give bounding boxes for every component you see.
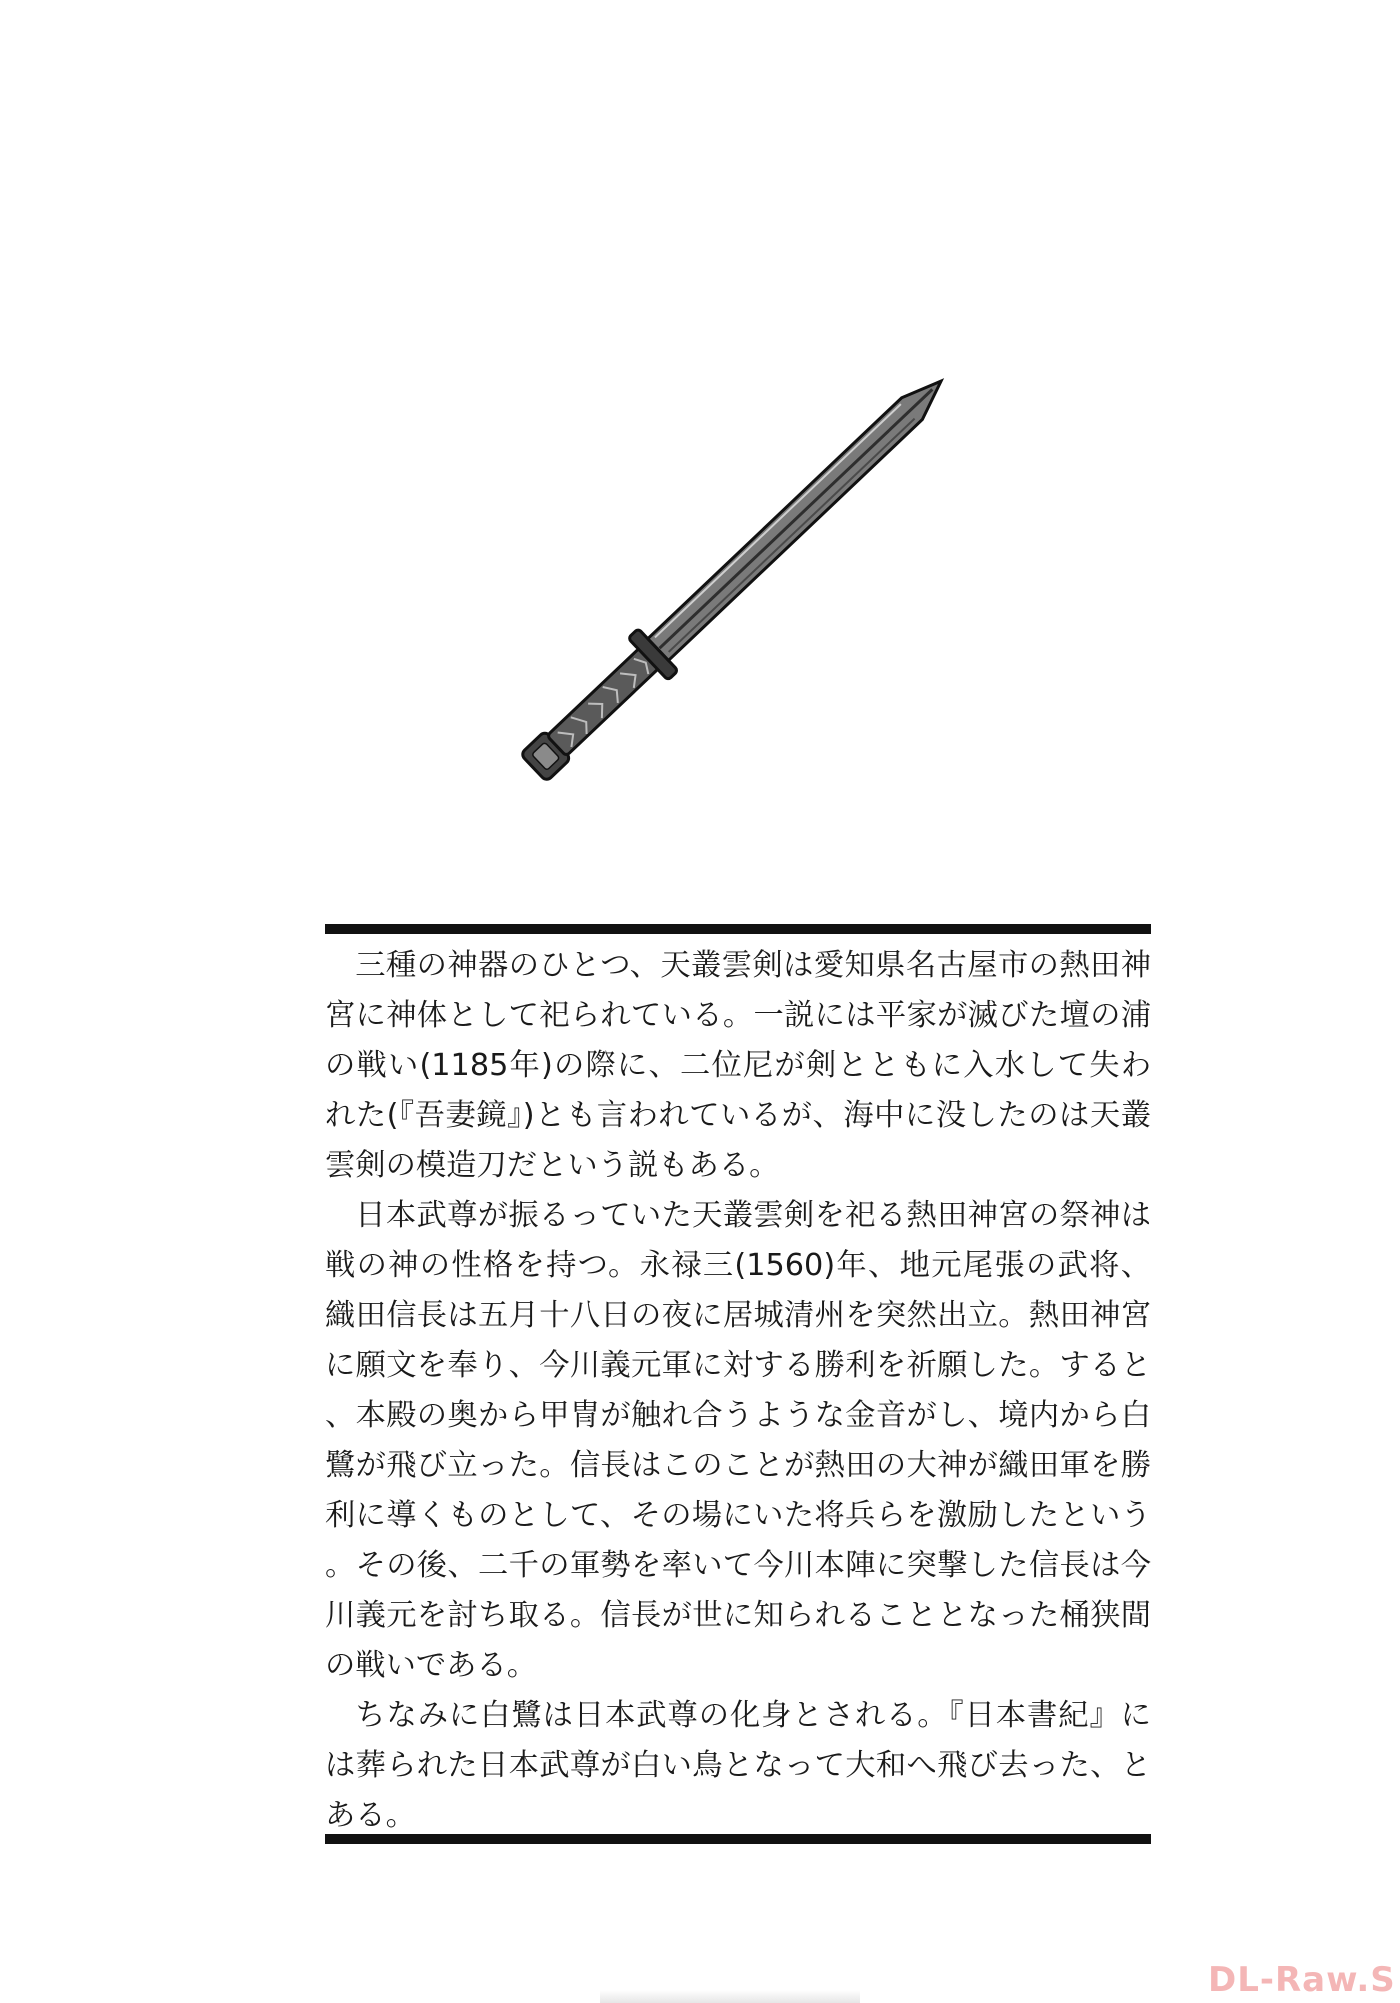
essay-paragraph-2: 日本武尊が振るっていた天叢雲剣を祀る熱田神宮の祭神は戦の神の性格を持つ。永禄三(1560)年、地元尾張の武将、織田信長は五月十八日の夜に居城清州を突然出立。熱田神宮に願文を奉り、今川義元軍に対する勝利を祈願した。すると、本殿の奥から甲冑が触れ合うような金音がし、境内から白鷺が飛び立った。信長はこのことが熱田の大神が織田軍を勝利に導くものとして、その場にいた将兵らを激励したという。その後、二千の軍勢を率いて今川本陣に突撃した信長は今川義元を討ち取る。信長が世に知られることとなった桶狭間の戦いである。 [325, 1198, 1151, 1683]
top-rule [325, 924, 1151, 934]
sword-grip [547, 648, 659, 756]
page-edge-shadow [600, 1990, 860, 2003]
watermark-text: DL-Raw.S [1208, 1960, 1396, 2000]
essay-paragraph-1: 三種の神器のひとつ、天叢雲剣は愛知県名古屋市の熱田神宮に神体として祀られている。一説には平家が滅びた壇の浦の戦い(1185年)の際に、二位尼が剣とともに入水して失われた(『吾妻鏡』)とも言われているが、海中に没したのは天叢雲剣の模造刀だという説もある。 [325, 948, 1151, 1183]
essay-paragraph-3: ちなみに白鷺は日本武尊の化身とされる。『日本書紀』には葬られた日本武尊が白い鳥となって大和へ飛び去った、とある。 [325, 1698, 1151, 1833]
essay-text [325, 941, 1151, 1841]
bottom-rule [325, 1834, 1151, 1844]
sword-icon [460, 320, 1000, 840]
